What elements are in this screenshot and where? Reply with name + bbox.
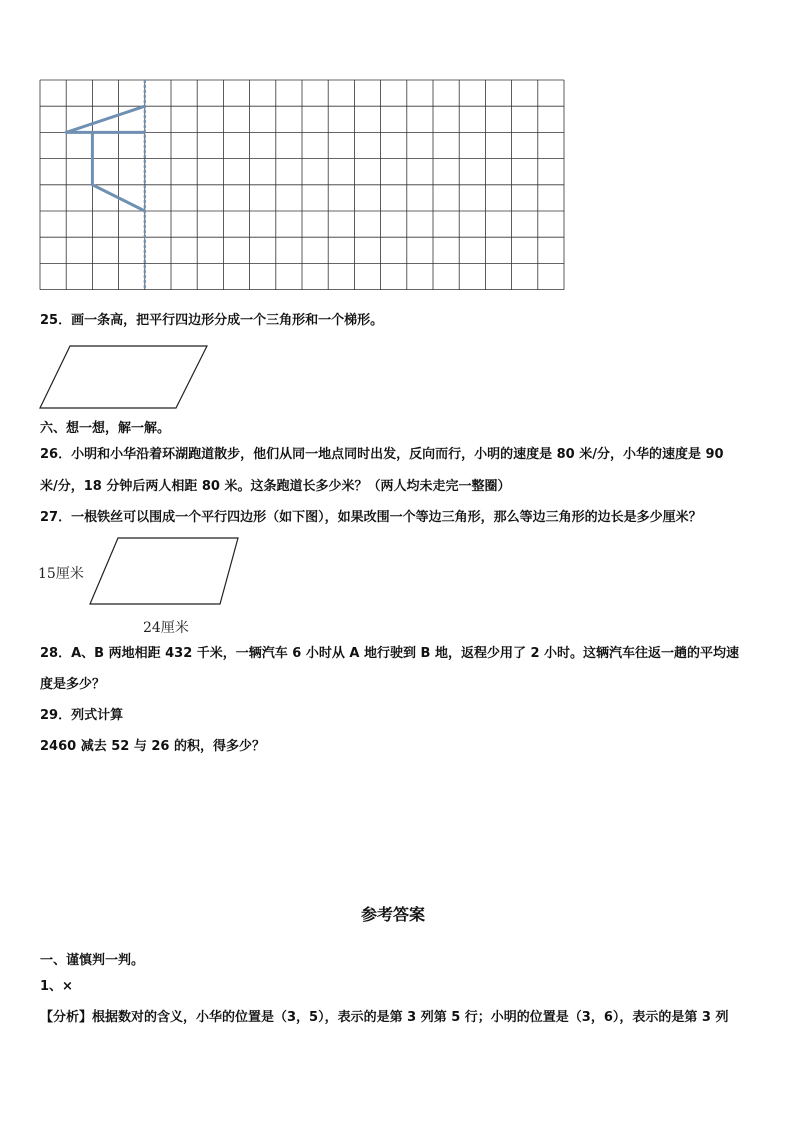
q27-side-label: 15厘米 — [38, 566, 84, 582]
q26-line1: 26．小明和小华沿着环湖跑道散步，他们从同一地点同时出发，反向而行，小明的速度是 80 米/分，小华的速度是 90 — [40, 447, 724, 462]
answers-analysis: 【分析】根据数对的含义，小华的位置是（3，5），表示的是第 3 列第 5 行；小明的位置是（3，6），表示的是第 3 列 — [40, 1010, 729, 1025]
section6-heading: 六、想一想，解一解。 — [40, 421, 171, 436]
q27-parallelogram — [90, 538, 238, 604]
answers-title: 参考答案 — [361, 905, 426, 924]
figure-top-shape — [66, 106, 145, 132]
q26-line2: 米/分，18 分钟后两人相距 80 米。这条跑道长多少米？（两人均未走完一整圈） — [40, 479, 511, 494]
q27-text: 27．一根铁丝可以围成一个平行四边形（如下图），如果改围一个等边三角形，那么等边三角形的边长是多少厘米？ — [40, 510, 702, 525]
answers-section1: 一、谨慎判一判。 — [40, 953, 145, 968]
q28-line1: 28．A、B 两地相距 432 千米，一辆汽车 6 小时从 A 地行驶到 B 地，返程少用了 2 小时。这辆汽车往返一趟的平均速 — [40, 646, 740, 661]
q29-heading: 29．列式计算 — [40, 708, 124, 723]
answers-item1: 1、× — [40, 979, 73, 994]
q29-text: 2460 减去 52 与 26 的积，得多少？ — [40, 739, 265, 754]
q25-text: 25．画一条高，把平行四边形分成一个三角形和一个梯形。 — [40, 313, 384, 328]
q27-base-label: 24厘米 — [143, 620, 189, 636]
q28-line2: 度是多少？ — [40, 677, 106, 692]
q25-parallelogram — [40, 346, 207, 408]
grid-figure — [40, 80, 564, 290]
